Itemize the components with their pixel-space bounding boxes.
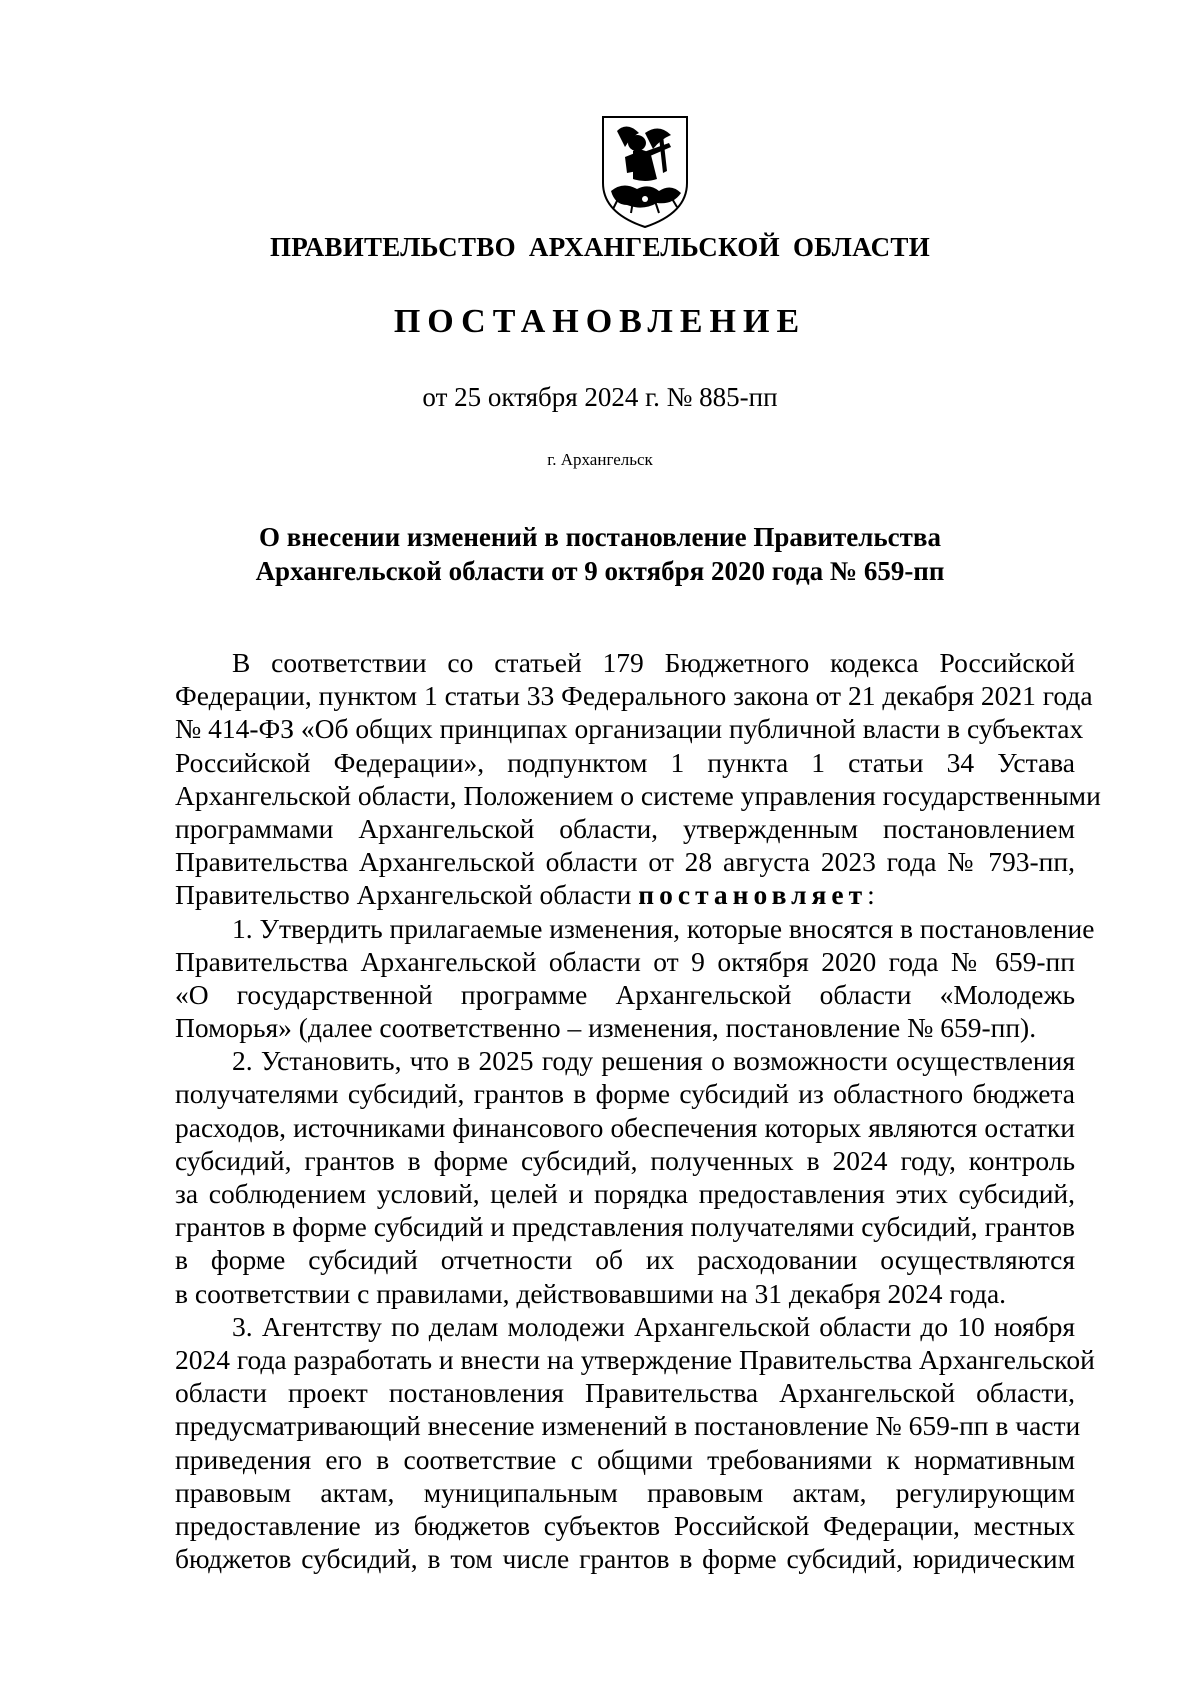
item2-line: 2. Установить, что в 2025 году решения о возможности осуществления (232, 1045, 1075, 1077)
preamble-line: № 414-ФЗ «Об общих принципах организации публичной власти в субъектах (175, 713, 1084, 745)
item2-line: субсидий, грантов в форме субсидий, полученных в 2024 году, контроль (175, 1144, 1075, 1176)
item3-line: правовым актам, муниципальным правовым актам, регулирующим (175, 1476, 1075, 1508)
preamble-line: Российской Федерации», подпунктом 1 пункта 1 статьи 34 Устава (175, 746, 1075, 778)
item1-line: Правительства Архангельской области от 9 октября 2020 года № 659-пп (175, 945, 1075, 977)
item1-line: 1. Утвердить прилагаемые изменения, которые вносятся в постановление (232, 912, 1095, 944)
item2-line: грантов в форме субсидий и представления получателями субсидий, грантов (175, 1211, 1075, 1243)
document-city: г. Архангельск (547, 450, 653, 469)
item3-line: приведения его в соответствие с общими требованиями к нормативным (175, 1443, 1075, 1475)
document-subject (0, 520, 1200, 588)
item2-line: в форме субсидий отчетности об их расходовании осуществляются (175, 1244, 1075, 1276)
document-type-heading: ПОСТАНОВЛЕНИЕ (393, 303, 807, 340)
preamble-line (175, 878, 1075, 911)
preamble-colon: : (867, 879, 875, 911)
item3-line: 2024 года разработать и внести на утверждение Правительства Архангельской (175, 1343, 1095, 1375)
organization-title: ПРАВИТЕЛЬСТВО АРХАНГЕЛЬСКОЙ ОБЛАСТИ (269, 232, 931, 262)
item1-line: «О государственной программе Архангельской области «Молодежь (175, 978, 1075, 1010)
preamble-line: В соответствии со статьей 179 Бюджетного кодекса Российской (232, 647, 1075, 678)
item3-line: предусматривающий внесение изменений в постановление № 659-пп в части (175, 1410, 1081, 1442)
item3-line: области проект постановления Правительства Архангельской области, (175, 1377, 1075, 1409)
preamble-line: Федерации, пунктом 1 статьи 33 Федерального закона от 21 декабря 2021 года (175, 680, 1093, 712)
preamble-line: Правительства Архангельской области от 28 августа 2023 года № 793-пп, (175, 846, 1075, 878)
item3-line: бюджетов субсидий, в том числе грантов в форме субсидий, юридическим (175, 1543, 1075, 1575)
subject-line: О внесении изменений в постановление Правительства (259, 522, 941, 552)
item3-line: 3. Агентству по делам молодежи Архангельской области до 10 ноября (232, 1310, 1075, 1342)
item1-line: Поморья» (далее соответственно – изменения, постановление № 659-пп). (175, 1012, 1037, 1044)
item2-line: получателями субсидий, грантов в форме субсидий из областного бюджета (175, 1078, 1075, 1110)
item2-line: расходов, источниками финансового обеспечения которых являются остатки (175, 1111, 1075, 1143)
item2-line: за соблюдением условий, целей и порядка предоставления этих субсидий, (175, 1178, 1075, 1209)
resolution-keyword: постановляет (638, 879, 868, 911)
subject-line: Архангельской области от 9 октября 2020 года № 659-пп (255, 556, 945, 586)
preamble-line: Архангельской области, Положением о системе управления государственными (175, 779, 1101, 811)
preamble-text: Правительство Архангельской области (175, 879, 639, 911)
coat-of-arms-emblem (597, 113, 693, 231)
item2-line: в соответствии с правилами, действовавшими на 31 декабря 2024 года. (175, 1277, 1007, 1309)
item3-line: предоставление из бюджетов субъектов Российской Федерации, местных (175, 1509, 1075, 1541)
preamble-line: программами Архангельской области, утвержденным постановлением (175, 812, 1075, 844)
document-date-number: от 25 октября 2024 г. № 885-пп (422, 382, 778, 412)
document-body (175, 646, 1101, 1575)
